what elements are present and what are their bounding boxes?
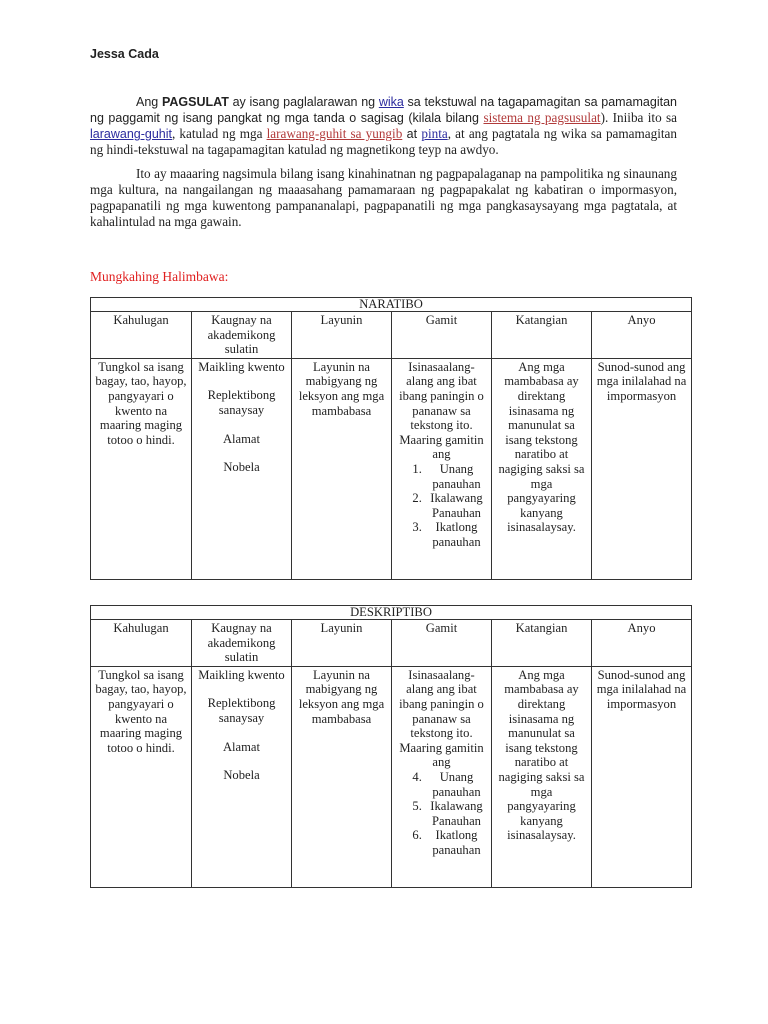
- kaugnay-item: Alamat: [222, 431, 261, 446]
- cell-layunin: Layunin na mabigyang ng leksyon ang mga mambabasa: [292, 666, 392, 887]
- intro-text-1: isang paglalarawan ng: [245, 95, 379, 109]
- cell-kaugnay: [192, 358, 292, 579]
- link-pinta[interactable]: pinta: [421, 126, 448, 141]
- link-sistema-ng-pagsusulat[interactable]: sistema ng pagsusulat: [483, 110, 601, 125]
- table-title: NARATIBO: [91, 298, 692, 312]
- gamit-list-item: 5. Ikalawang Panauhan: [425, 799, 488, 828]
- table-deskriptibo: [90, 605, 692, 888]
- intro-paragraph-1: [90, 94, 677, 158]
- intro-text-2: sa tekstuwal na tagapamagitan sa pamamagitan ng paggamit ng isang pangkat ng mga tanda o sagisag (kilala bilang: [90, 95, 677, 125]
- kaugnay-item: Alamat: [222, 739, 261, 754]
- cell-layunin: Layunin na mabigyang ng leksyon ang mga mambabasa: [292, 358, 392, 579]
- link-larawang-guhit-sa-yungib[interactable]: larawang-guhit sa yungib: [266, 126, 403, 141]
- gamit-list-item: 2. Ikalawang Panauhan: [425, 491, 488, 520]
- gamit-list-item: 4. Unang panauhan: [425, 770, 488, 799]
- kaugnay-item: Replektibong sanaysay: [207, 388, 276, 417]
- header-layunin: Layunin: [292, 620, 392, 667]
- cell-anyo: Sunod-sunod ang mga inilalahad na impormasyon: [592, 358, 692, 579]
- gamit-intro: Isinasaalang-alang ang ibat ibang paningin o pananaw sa tekstong ito. Maaring gamitin ang: [399, 667, 484, 770]
- header-anyo: Anyo: [592, 620, 692, 667]
- header-kahulugan: Kahulugan: [91, 312, 192, 359]
- cell-katangian: Ang mga mambabasa ay direktang isinasama ng manunulat sa isang tekstong naratibo at nagiging saksi sa mga pangyayaring kanyang isinasalaysay.: [492, 666, 592, 887]
- intro-text-3: ). Iniiba ito sa: [600, 110, 677, 125]
- author-name: Jessa Cada: [90, 47, 159, 61]
- header-anyo: Anyo: [592, 312, 692, 359]
- link-wika[interactable]: wika: [378, 95, 404, 109]
- gamit-list-item: 1. Unang panauhan: [425, 462, 488, 491]
- kaugnay-item: Maikling kwento: [198, 667, 285, 682]
- cell-anyo: Sunod-sunod ang mga inilalahad na impormasyon: [592, 666, 692, 887]
- header-kaugnay: Kaugnay na akademikong sulatin: [192, 620, 292, 667]
- cell-kaugnay: [192, 666, 292, 887]
- section-heading: Mungkahing Halimbawa:: [90, 269, 229, 284]
- header-kaugnay: Kaugnay na akademikong sulatin: [192, 312, 292, 359]
- link-larawang-guhit[interactable]: larawang-guhit: [90, 127, 172, 141]
- gamit-list: [395, 770, 488, 858]
- table-title: DESKRIPTIBO: [91, 606, 692, 620]
- kaugnay-item: Nobela: [223, 768, 260, 783]
- header-katangian: Katangian: [492, 312, 592, 359]
- gamit-list-item: 3. Ikatlong panauhan: [425, 520, 488, 549]
- intro-paragraph-2: Ito ay maaaring nagsimula bilang isang kinahinatnan ng pagpapalaganap na pampolitika ng sinaunang mga kultura, na nangailangan ng maaasahang pamamaraan ng pagpapakalat ng kabatiran o impormasyon, pagpapanatili ng mga kuwentong pampananalapi, pagpapanatili ng mga pangkasaysayang mga pagtatala, at kahalintulad na mga gawain.: [90, 166, 677, 229]
- kaugnay-item: Replektibong sanaysay: [207, 696, 276, 725]
- intro-lead: Ang: [136, 95, 162, 109]
- cell-katangian: Ang mga mambabasa ay direktang isinasama ng manunulat sa isang tekstong naratibo at nagiging saksi sa mga pangyayaring kanyang isinasalaysay.: [492, 358, 592, 579]
- cell-gamit: [392, 358, 492, 579]
- kaugnay-item: Nobela: [223, 460, 260, 475]
- kaugnay-item: Maikling kwento: [198, 359, 285, 374]
- intro-term-pagsulat: PAGSULAT: [161, 95, 229, 109]
- intro-text-6: , at ang pagtatala ng wika sa pamamagitan ng hindi-tekstuwal na tagapamagitan katulad ng magnetikong teyp na awdyo.: [90, 126, 677, 157]
- header-kahulugan: Kahulugan: [91, 620, 192, 667]
- header-gamit: Gamit: [392, 312, 492, 359]
- header-katangian: Katangian: [492, 620, 592, 667]
- header-gamit: Gamit: [392, 620, 492, 667]
- table-naratibo: [90, 297, 692, 580]
- gamit-list-item: 6. Ikatlong panauhan: [425, 828, 488, 857]
- gamit-list: [395, 462, 488, 550]
- cell-kahulugan: Tungkol sa isang bagay, tao, hayop, pangyayari o kwento na maaring maging totoo o hindi.: [91, 358, 192, 579]
- intro-text-4: , katulad ng mga: [172, 126, 267, 141]
- cell-kahulugan: Tungkol sa isang bagay, tao, hayop, pangyayari o kwento na maaring maging totoo o hindi.: [91, 666, 192, 887]
- gamit-intro: Isinasaalang-alang ang ibat ibang paningin o pananaw sa tekstong ito. Maaring gamitin ang: [399, 359, 484, 462]
- header-layunin: Layunin: [292, 312, 392, 359]
- intro-lead-ay: ay: [228, 95, 246, 109]
- cell-gamit: [392, 666, 492, 887]
- intro-text-5: at: [402, 127, 422, 141]
